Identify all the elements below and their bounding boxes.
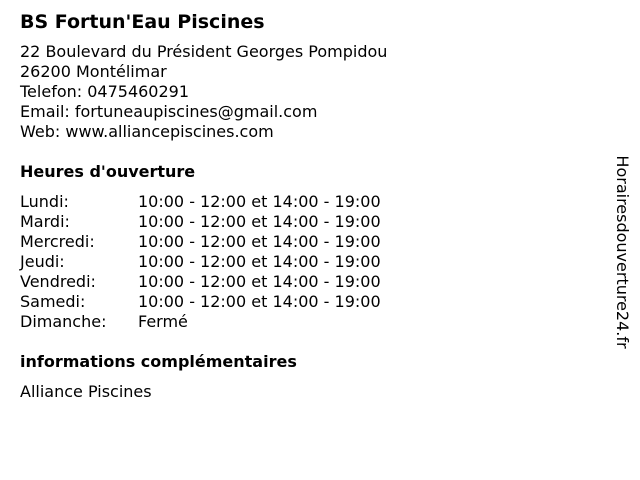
hours-row [20, 212, 381, 232]
day-hours: 10:00 - 12:00 et 14:00 - 19:00 [138, 292, 381, 311]
day-label: Mardi: [20, 212, 70, 231]
address-city: 26200 Montélimar [20, 62, 167, 81]
hours-row [20, 292, 381, 312]
phone-line: Telefon: 0475460291 [20, 82, 190, 101]
site-watermark: Horairesdouverture24.fr [613, 155, 632, 349]
hours-row [20, 192, 381, 212]
day-label: Vendredi: [20, 272, 96, 291]
info-heading: informations complémentaires [20, 352, 297, 371]
day-hours: Fermé [138, 312, 188, 331]
web-line: Web: www.alliancepiscines.com [20, 122, 274, 141]
day-label: Jeudi: [20, 252, 65, 271]
hours-table [20, 192, 381, 332]
business-name: BS Fortun'Eau Piscines [20, 11, 265, 33]
email-line: Email: fortuneaupiscines@gmail.com [20, 102, 318, 121]
hours-row [20, 232, 381, 252]
address-block [20, 42, 600, 142]
hours-row [20, 272, 381, 292]
hours-row [20, 312, 381, 332]
hours-row [20, 252, 381, 272]
day-hours: 10:00 - 12:00 et 14:00 - 19:00 [138, 192, 381, 211]
business-card [20, 10, 600, 402]
hours-heading: Heures d'ouverture [20, 162, 196, 181]
day-hours: 10:00 - 12:00 et 14:00 - 19:00 [138, 252, 381, 271]
day-label: Dimanche: [20, 312, 107, 331]
day-hours: 10:00 - 12:00 et 14:00 - 19:00 [138, 212, 381, 231]
day-label: Samedi: [20, 292, 86, 311]
day-label: Lundi: [20, 192, 69, 211]
info-text: Alliance Piscines [20, 382, 152, 401]
day-label: Mercredi: [20, 232, 95, 251]
day-hours: 10:00 - 12:00 et 14:00 - 19:00 [138, 272, 381, 291]
address-street: 22 Boulevard du Président Georges Pompidou [20, 42, 388, 61]
day-hours: 10:00 - 12:00 et 14:00 - 19:00 [138, 232, 381, 251]
